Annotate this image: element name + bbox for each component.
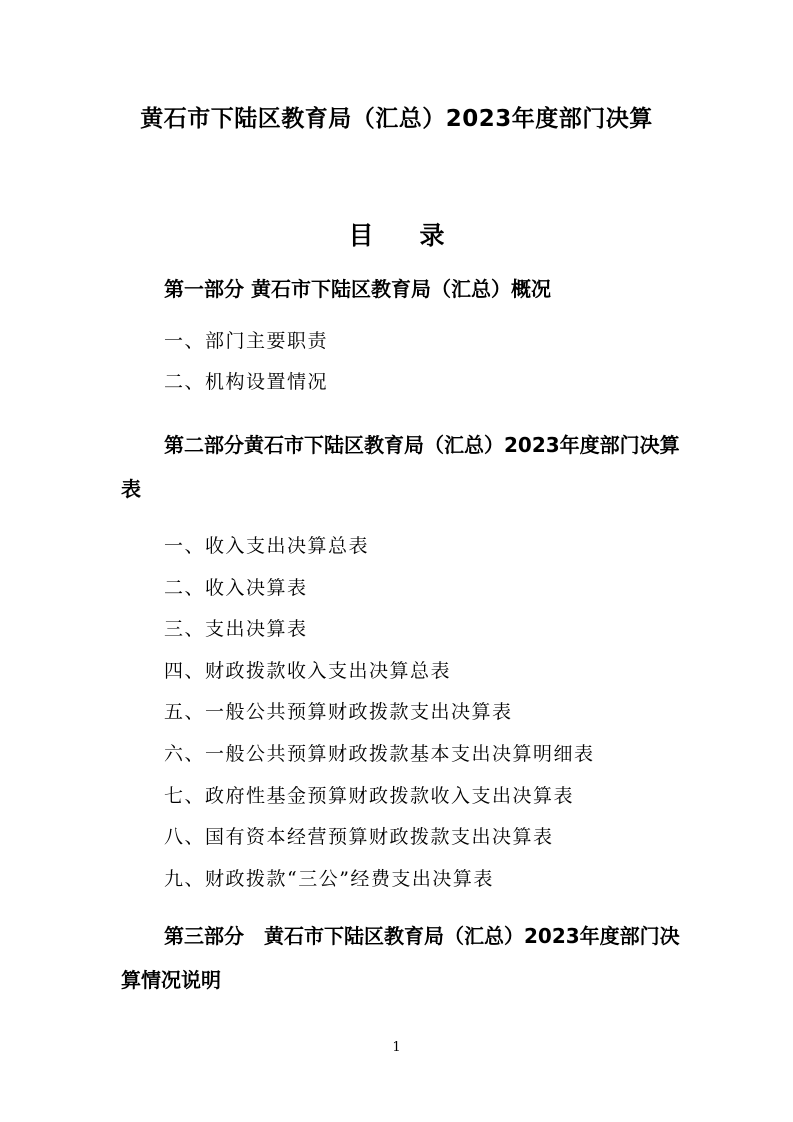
part-three-title: 第三部分 黄石市下陆区教育局（汇总）2023年度部门决算情况说明 <box>121 924 680 992</box>
toc-heading <box>0 216 793 252</box>
toc-item: 一、部门主要职责 <box>164 330 329 352</box>
toc-item: 一、收入支出决算总表 <box>164 535 370 557</box>
toc-item: 三、支出决算表 <box>164 618 308 640</box>
toc-item: 八、国有资本经营预算财政拨款支出决算表 <box>164 826 554 848</box>
part-one-title: 第一部分 黄石市下陆区教育局（汇总）概况 <box>164 277 551 301</box>
toc-item: 二、收入决算表 <box>164 577 308 599</box>
toc-item: 九、财政拨款“三公”经费支出决算表 <box>164 868 494 890</box>
page-number: 1 <box>392 1040 401 1055</box>
document-title: 黄石市下陆区教育局（汇总）2023年度部门决算 <box>140 106 653 132</box>
toc-item: 五、一般公共预算财政拨款支出决算表 <box>164 701 513 723</box>
toc-item: 二、机构设置情况 <box>164 371 329 393</box>
toc-item: 四、财政拨款收入支出决算总表 <box>164 660 452 682</box>
toc-heading-left: 目 <box>348 221 374 250</box>
toc-heading-right: 录 <box>419 221 445 250</box>
toc-item: 六、一般公共预算财政拨款基本支出决算明细表 <box>164 743 595 765</box>
toc-item: 七、政府性基金预算财政拨款收入支出决算表 <box>164 785 575 807</box>
part-two-title: 第二部分黄石市下陆区教育局（汇总）2023年度部门决算表 <box>121 433 680 501</box>
